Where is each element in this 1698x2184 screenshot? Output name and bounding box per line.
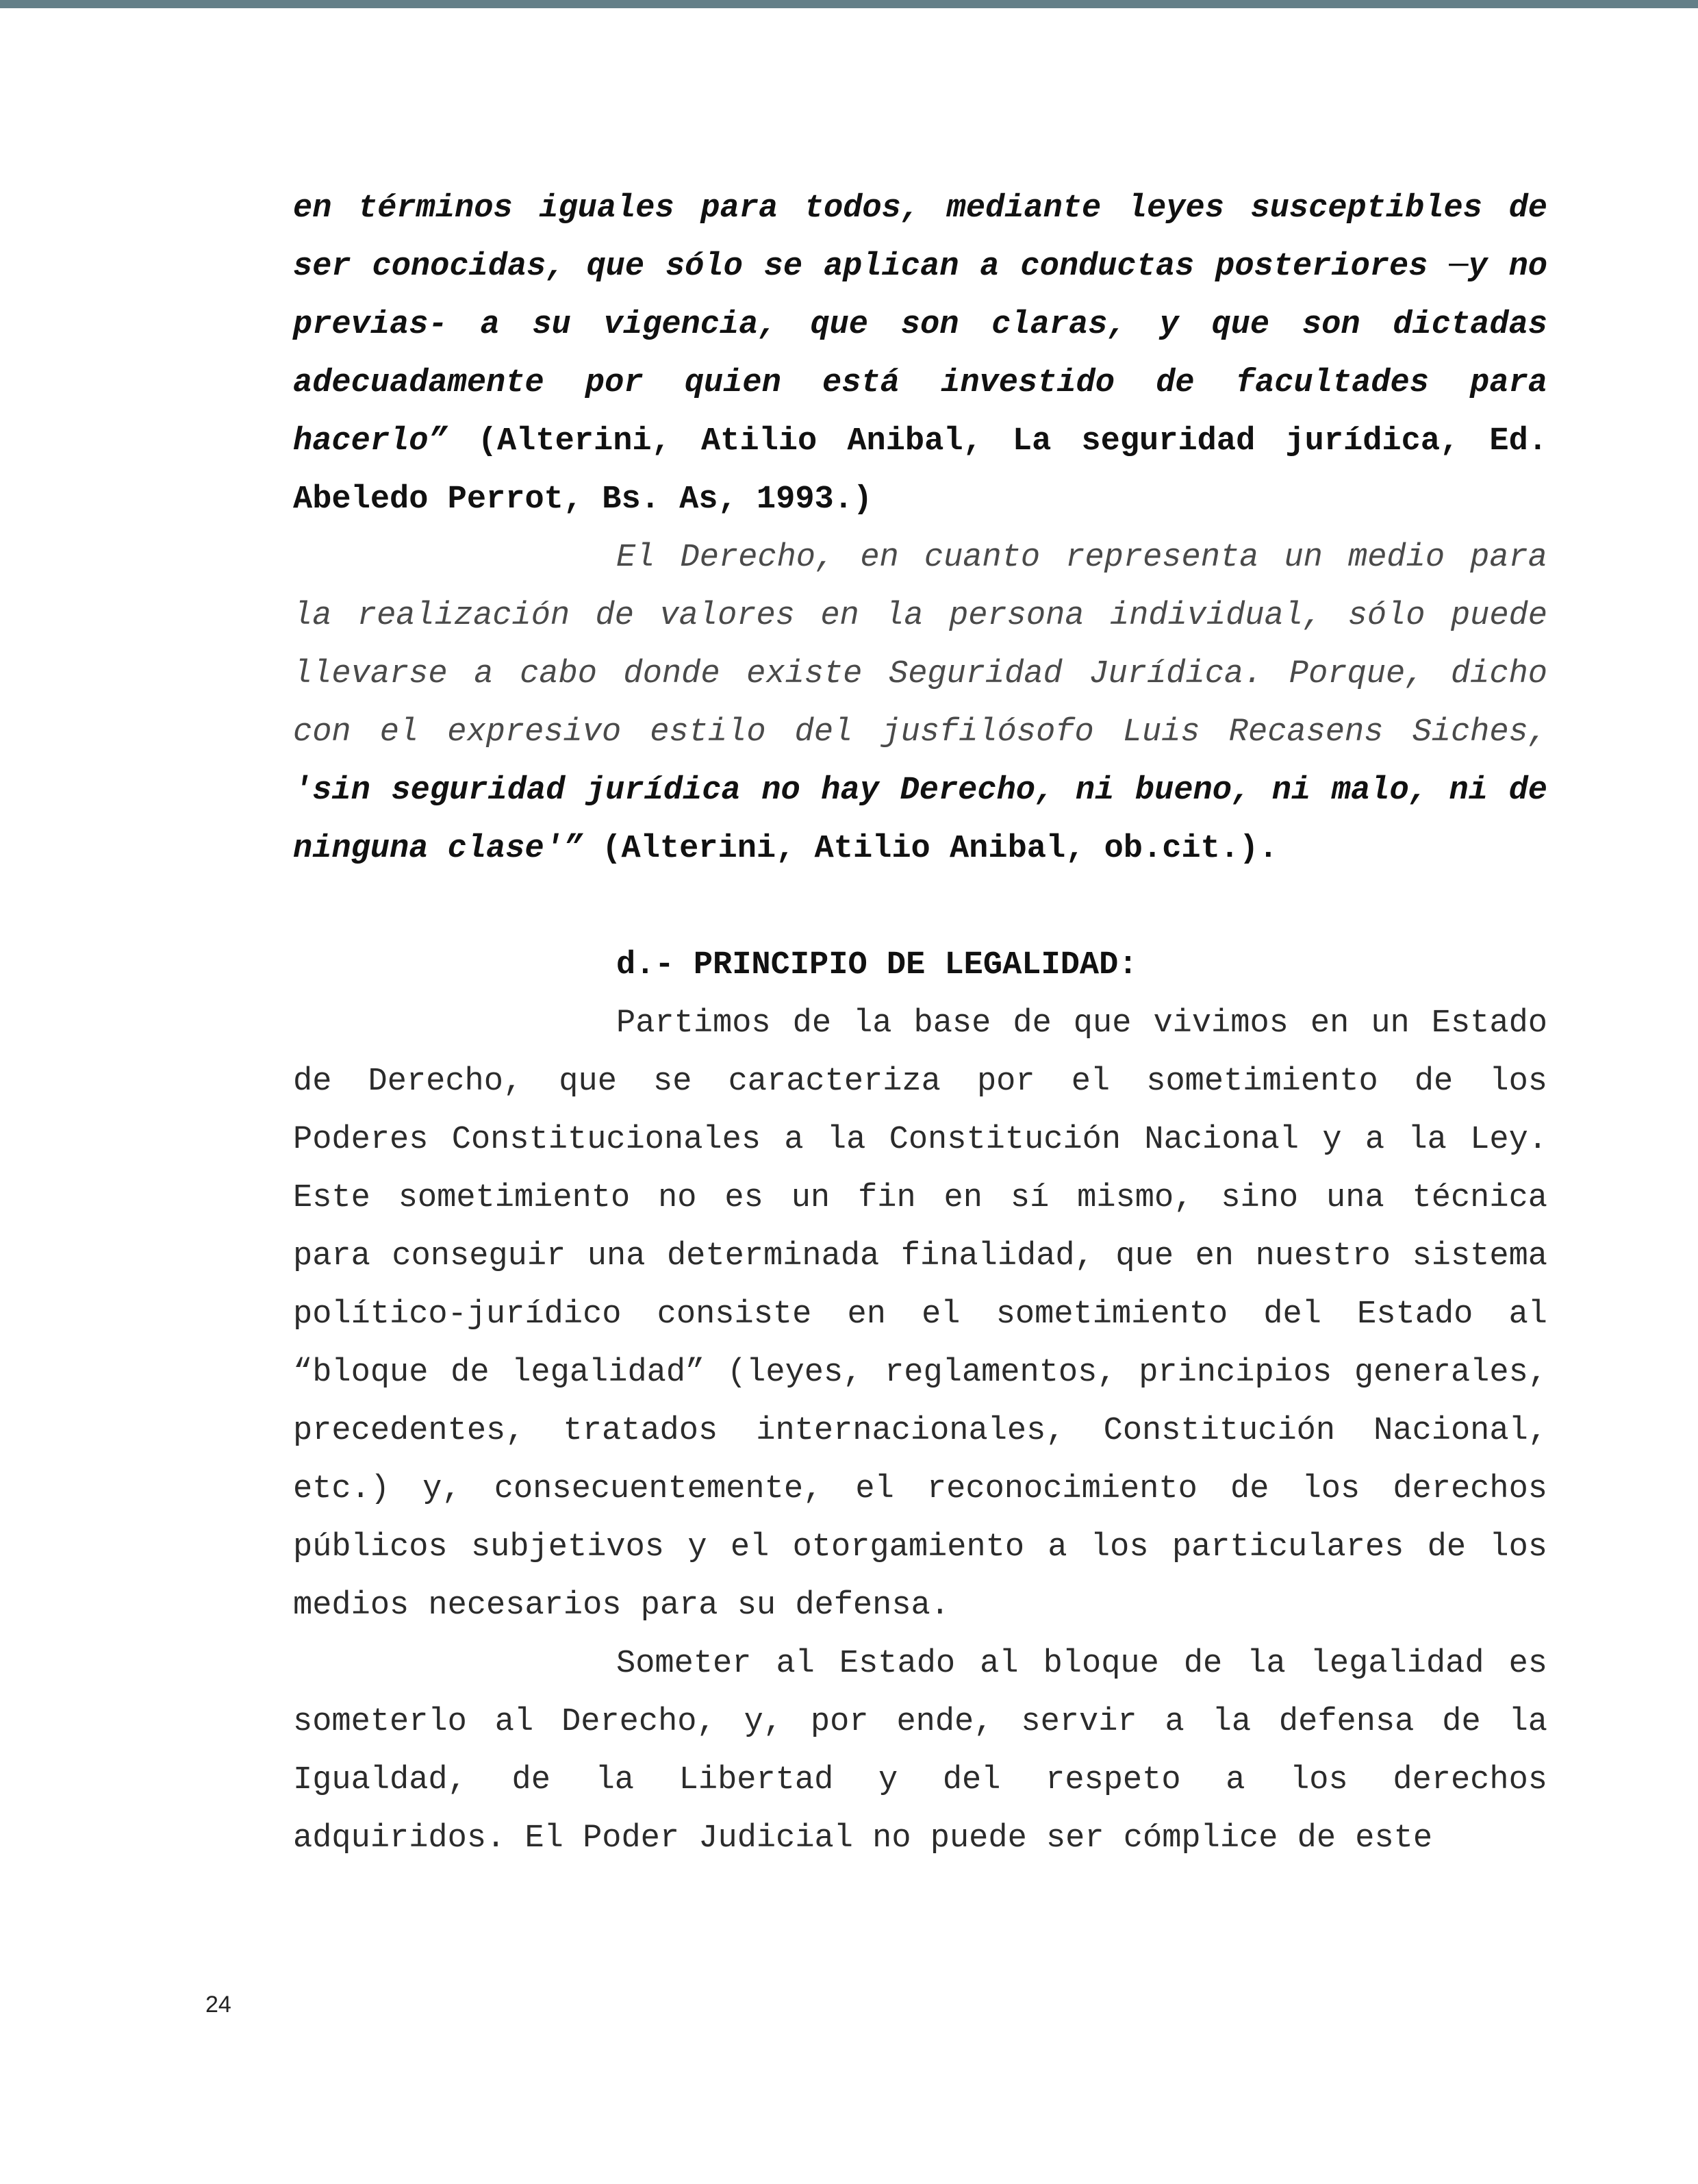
second-quote <box>293 529 1547 878</box>
section-heading: d.- PRINCIPIO DE LEGALIDAD: <box>616 947 1138 983</box>
quote-continuation <box>293 179 1547 529</box>
page-number: 24 <box>205 1992 231 2018</box>
top-rule <box>0 0 1698 8</box>
second-quote-emphasis: 'sin seguridad jurídica no hay Derecho, ni bueno, ni malo, ni de ninguna clase'” <box>293 773 1547 867</box>
quote-continuation-citation: (Alterini, Atilio Anibal, La seguridad jurídica, Ed. Abeledo Perrot, Bs. As, 1993.) <box>293 423 1547 518</box>
document-body <box>293 179 1547 1868</box>
second-quote-text: El Derecho, en cuanto representa un medio para la realización de valores en la persona individual, sólo puede llevarse a cabo donde existe Seguridad Jurídica. Porque, dicho con el expresivo estilo del jusfilósofo Luis Recasens Siches, <box>293 540 1547 751</box>
spacer <box>293 878 1547 936</box>
body-paragraph: Someter al Estado al bloque de la legalidad es someterlo al Derecho, y, por ende, servir a la defensa de la Igualdad, de la Libertad y del respeto a los derechos adquiridos. El Poder Judicial no puede ser cómplice de este <box>293 1646 1547 1857</box>
second-quote-citation: (Alterini, Atilio Anibal, ob.cit.). <box>583 831 1278 867</box>
body-paragraph: Partimos de la base de que vivimos en un Estado de Derecho, que se caracteriza por el sometimiento de los Poderes Constitucionales a la Constitución Nacional y a la Ley. Este sometimiento no es un fin en sí mismo, sino una técnica para conseguir una determinada finalidad, que en nuestro sistema político-jurídico consiste en el sometimiento del Estado al “bloque de legalidad” (leyes, reglamentos, principios generales, precedentes, tratados internacionales, Constitución Nacional, etc.) y, consecuentemente, el reconocimiento de los derechos públicos subjetivos y el otorgamiento a los particulares de los medios necesarios para su defensa. <box>293 1005 1547 1624</box>
quote-continuation-text: en términos iguales para todos, mediante leyes susceptibles de ser conocidas, que sólo se aplican a conductas posteriores ─y no previas- a su vigencia, que son claras, y que son dictadas adecuadamente por quien está investido de facultades para hacerlo” <box>293 190 1547 460</box>
